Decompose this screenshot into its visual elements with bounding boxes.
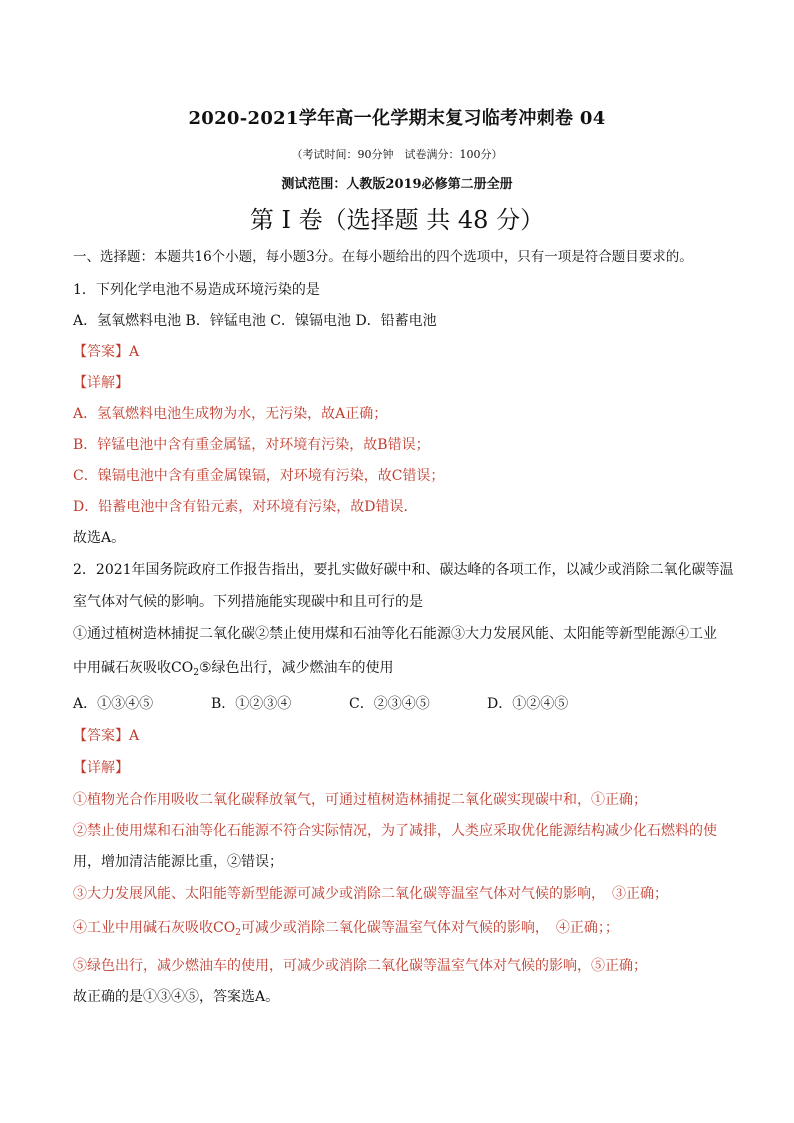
q1-conclusion: 故选A。 — [73, 530, 126, 546]
q2-option-a: A．①③④⑤ — [73, 696, 154, 712]
q2-explanation-4-post: 可减少或消除二氧化碳等温室气体对气候的影响， ④正确；； — [240, 920, 619, 936]
q2-answer: 【答案】A — [73, 728, 140, 744]
q2-explanation-4-pre: ④工业中用碱石灰吸收CO — [73, 920, 236, 936]
q1-detail-label: 【详解】 — [73, 375, 129, 391]
q1-explanation-b: B．锌锰电池中含有重金属锰，对环境有污染，故B错误； — [73, 437, 430, 453]
q2-explanation-3: ③大力发展风能、太阳能等新型能源可减少或消除二氧化碳等温室气体对气候的影响， ③正确； — [73, 886, 668, 902]
q1-explanation-d: D．铅蓄电池中含有铅元素，对环境有污染，故D错误． — [73, 499, 418, 515]
instructions: 一、选择题：本题共16个小题，每小题3分。在每小题给出的四个选项中，只有一项是符合题目要求的。 — [73, 249, 693, 265]
q2-measures-subscript: 2 — [193, 668, 199, 678]
q2-measures-line1: ①通过植树造林捕捉二氧化碳②禁止使用煤和石油等化石能源③大力发展风能、太阳能等新型能源④工业 — [73, 626, 717, 642]
exam-info: （考试时间：90分钟 试卷满分：100分） — [291, 148, 503, 161]
q2-stem-line2: 室气体对气候的影响。下列措施能实现碳中和且可行的是 — [73, 594, 423, 610]
q2-detail-label: 【详解】 — [73, 760, 129, 776]
q2-option-c: C．②③④⑤ — [349, 696, 430, 712]
q2-option-b: B．①②③④ — [211, 696, 292, 712]
q2-explanation-2-line2: 用，增加清洁能源比重，②错误； — [73, 854, 283, 870]
q2-option-d: D．①②④⑤ — [487, 696, 569, 712]
q2-measures-line2-post: ⑤绿色出行，减少燃油车的使用 — [198, 660, 394, 676]
q2-explanation-1: ①植物光合作用吸收二氧化碳释放氧气，可通过植树造林捕捉二氧化碳实现碳中和，①正确； — [73, 792, 647, 808]
q2-explanation-2-line1: ②禁止使用煤和石油等化石能源不符合实际情况，为了减排，人类应采取优化能源结构减少化石燃料的使 — [73, 823, 717, 839]
q2-explanation-5: ⑤绿色出行，减少燃油车的使用，可减少或消除二氧化碳等温室气体对气候的影响，⑤正确； — [73, 958, 647, 974]
paper-title: 2020-2021学年高一化学期末复习临考冲刺卷 04 — [188, 108, 606, 129]
q1-explanation-c: C．镍镉电池中含有重金属镍镉，对环境有污染，故C错误； — [73, 468, 445, 484]
q1-stem: 1．下列化学电池不易造成环境污染的是 — [73, 282, 320, 298]
q1-options: A．氢氧燃料电池 B．锌锰电池 C．镍镉电池 D．铅蓄电池 — [73, 313, 437, 329]
q2-measures-line2 — [73, 658, 734, 683]
q2-measures-line2-pre: 中用碱石灰吸收CO — [73, 660, 194, 676]
test-scope: 测试范围：人教版2019必修第二册全册 — [281, 177, 513, 192]
q2-stem-line1: 2．2021年国务院政府工作报告指出，要扎实做好碳中和、碳达峰的各项工作，以减少或消除二氧化碳等温 — [73, 562, 734, 578]
q2-explanation-4 — [73, 918, 734, 943]
section-title: 第 I 卷（选择题 共 48 分） — [249, 206, 545, 234]
q2-explanation-4-subscript: 2 — [235, 928, 241, 938]
q2-options — [73, 694, 734, 714]
q2-conclusion: 故正确的是①③④⑤，答案选A。 — [73, 989, 280, 1005]
q1-answer: 【答案】A — [73, 344, 140, 360]
q1-explanation-a: A．氢氧燃料电池生成物为水，无污染，故A正确； — [73, 406, 388, 422]
